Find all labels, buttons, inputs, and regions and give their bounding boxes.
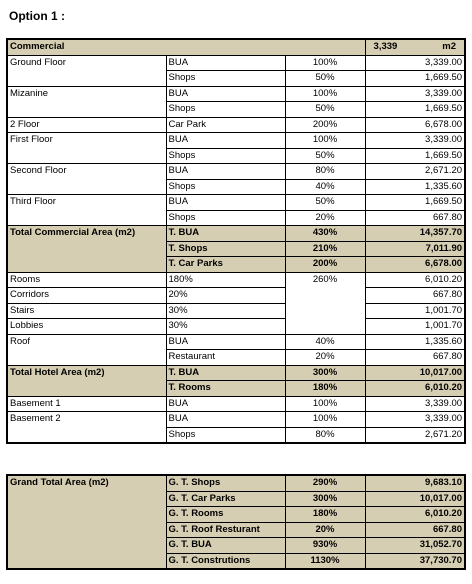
- total-commercial-label: Total Commercial Area (m2): [7, 226, 166, 273]
- value-cell: 3,339.00: [365, 412, 465, 428]
- grand-type: G. T. Car Parks: [166, 491, 285, 507]
- table-row: [7, 55, 465, 71]
- total-row: [7, 226, 465, 242]
- grand-value: 9,683.10: [365, 475, 465, 491]
- grand-pct: 20%: [285, 522, 365, 538]
- type-cell: BUA: [166, 195, 285, 211]
- total-type: T. BUA: [166, 226, 285, 242]
- type-cell: BUA: [166, 164, 285, 180]
- type-cell: Shops: [166, 71, 285, 87]
- basement-label: Basement 2: [7, 412, 166, 444]
- pct-cell: 80%: [285, 427, 365, 443]
- grand-value: 10,017.00: [365, 491, 465, 507]
- table-row: [7, 117, 465, 133]
- total-row: [7, 365, 465, 381]
- total-type: T. BUA: [166, 365, 285, 381]
- pct-cell: 50%: [285, 71, 365, 87]
- total-pct: 200%: [285, 257, 365, 273]
- total-value: 6,010.20: [365, 381, 465, 397]
- type-cell: Shops: [166, 102, 285, 118]
- value-cell: 1,669.50: [365, 102, 465, 118]
- commercial-title: Commercial: [7, 39, 365, 55]
- value-cell: 1,669.50: [365, 148, 465, 164]
- commercial-area: [365, 39, 465, 55]
- type-cell: BUA: [166, 334, 285, 350]
- value-cell: 3,339.00: [365, 86, 465, 102]
- grand-pct: 300%: [285, 491, 365, 507]
- value-cell: 667.80: [365, 350, 465, 366]
- hotel-label: Rooms: [7, 272, 166, 288]
- value-cell: 6,678.00: [365, 117, 465, 133]
- total-value: 14,357.70: [365, 226, 465, 242]
- pct-cell: 80%: [285, 164, 365, 180]
- pct-cell: 100%: [285, 412, 365, 428]
- pct-cell: 20%: [285, 350, 365, 366]
- pct-cell: 100%: [285, 55, 365, 71]
- table-row: [7, 288, 465, 304]
- value-cell: 1,001.70: [365, 303, 465, 319]
- value-cell: 1,001.70: [365, 319, 465, 335]
- pct-cell: 100%: [285, 86, 365, 102]
- page-title: Option 1 :: [9, 9, 65, 23]
- value-cell: 1,335.60: [365, 334, 465, 350]
- area-table: [6, 38, 466, 444]
- grand-value: 31,052.70: [365, 538, 465, 554]
- floor-label: Second Floor: [7, 164, 166, 195]
- pct-cell: 50%: [285, 195, 365, 211]
- basement-label: Basement 1: [7, 396, 166, 412]
- grand-value: 37,730.70: [365, 553, 465, 569]
- type-cell: Shops: [166, 179, 285, 195]
- pct-cell: 50%: [285, 148, 365, 164]
- type-cell: BUA: [166, 133, 285, 149]
- table-row: [7, 303, 465, 319]
- grand-type: G. T. Construtions: [166, 553, 285, 569]
- type-cell: Car Park: [166, 117, 285, 133]
- value-cell: 1,335.60: [365, 179, 465, 195]
- table-row: [7, 195, 465, 211]
- pct-cell: 40%: [285, 334, 365, 350]
- type-cell: Shops: [166, 427, 285, 443]
- table-row: [7, 334, 465, 350]
- hotel-merged-pct: 260%: [285, 272, 365, 334]
- pct-cell: 200%: [285, 117, 365, 133]
- grand-value: 6,010.20: [365, 507, 465, 523]
- grand-row: [7, 475, 465, 491]
- value-cell: 2,671.20: [365, 427, 465, 443]
- grand-pct: 1130%: [285, 553, 365, 569]
- type-cell: BUA: [166, 86, 285, 102]
- hotel-pct: 30%: [166, 319, 285, 335]
- hotel-pct: 30%: [166, 303, 285, 319]
- value-cell: 2,671.20: [365, 164, 465, 180]
- table-row: [7, 272, 465, 288]
- commercial-header-row: [7, 39, 465, 55]
- type-cell: BUA: [166, 55, 285, 71]
- floor-label: Mizanine: [7, 86, 166, 117]
- table-row: [7, 86, 465, 102]
- table-row: [7, 133, 465, 149]
- total-pct: 430%: [285, 226, 365, 242]
- commercial-area-value: 3,339: [373, 41, 398, 52]
- value-cell: 667.80: [365, 210, 465, 226]
- hotel-label: Stairs: [7, 303, 166, 319]
- total-type: T. Rooms: [166, 381, 285, 397]
- value-cell: 667.80: [365, 288, 465, 304]
- table-row: [7, 319, 465, 335]
- total-type: T. Shops: [166, 241, 285, 257]
- hotel-label: Corridors: [7, 288, 166, 304]
- pct-cell: 50%: [285, 102, 365, 118]
- grand-type: G. T. Rooms: [166, 507, 285, 523]
- table-row: [7, 396, 465, 412]
- hotel-label: Lobbies: [7, 319, 166, 335]
- grand-pct: 930%: [285, 538, 365, 554]
- grand-pct: 180%: [285, 507, 365, 523]
- value-cell: 1,669.50: [365, 71, 465, 87]
- grand-total-table: [6, 474, 466, 570]
- floor-label: First Floor: [7, 133, 166, 164]
- value-cell: 6,010.20: [365, 272, 465, 288]
- type-cell: BUA: [166, 412, 285, 428]
- hotel-pct: 180%: [166, 272, 285, 288]
- pct-cell: 100%: [285, 396, 365, 412]
- pct-cell: 40%: [285, 179, 365, 195]
- grand-type: G. T. BUA: [166, 538, 285, 554]
- hotel-pct: 20%: [166, 288, 285, 304]
- total-hotel-label: Total Hotel Area (m2): [7, 365, 166, 396]
- type-cell: BUA: [166, 396, 285, 412]
- roof-label: Roof: [7, 334, 166, 365]
- total-value: 6,678.00: [365, 257, 465, 273]
- value-cell: 3,339.00: [365, 396, 465, 412]
- type-cell: Shops: [166, 210, 285, 226]
- grand-value: 667.80: [365, 522, 465, 538]
- grand-type: G. T. Shops: [166, 475, 285, 491]
- table-row: [7, 164, 465, 180]
- total-pct: 300%: [285, 365, 365, 381]
- floor-label: Ground Floor: [7, 55, 166, 86]
- pct-cell: 100%: [285, 133, 365, 149]
- table-row: [7, 412, 465, 428]
- total-value: 7,011.90: [365, 241, 465, 257]
- grand-total-label: Grand Total Area (m2): [7, 475, 166, 569]
- value-cell: 1,669.50: [365, 195, 465, 211]
- grand-pct: 290%: [285, 475, 365, 491]
- total-pct: 210%: [285, 241, 365, 257]
- grand-type: G. T. Roof Resturant: [166, 522, 285, 538]
- total-pct: 180%: [285, 381, 365, 397]
- value-cell: 3,339.00: [365, 133, 465, 149]
- value-cell: 3,339.00: [365, 55, 465, 71]
- total-value: 10,017.00: [365, 365, 465, 381]
- total-type: T. Car Parks: [166, 257, 285, 273]
- type-cell: Restaurant: [166, 350, 285, 366]
- type-cell: Shops: [166, 148, 285, 164]
- floor-label: Third Floor: [7, 195, 166, 226]
- pct-cell: 20%: [285, 210, 365, 226]
- floor-label: 2 Floor: [7, 117, 166, 133]
- commercial-area-unit: m2: [442, 41, 457, 52]
